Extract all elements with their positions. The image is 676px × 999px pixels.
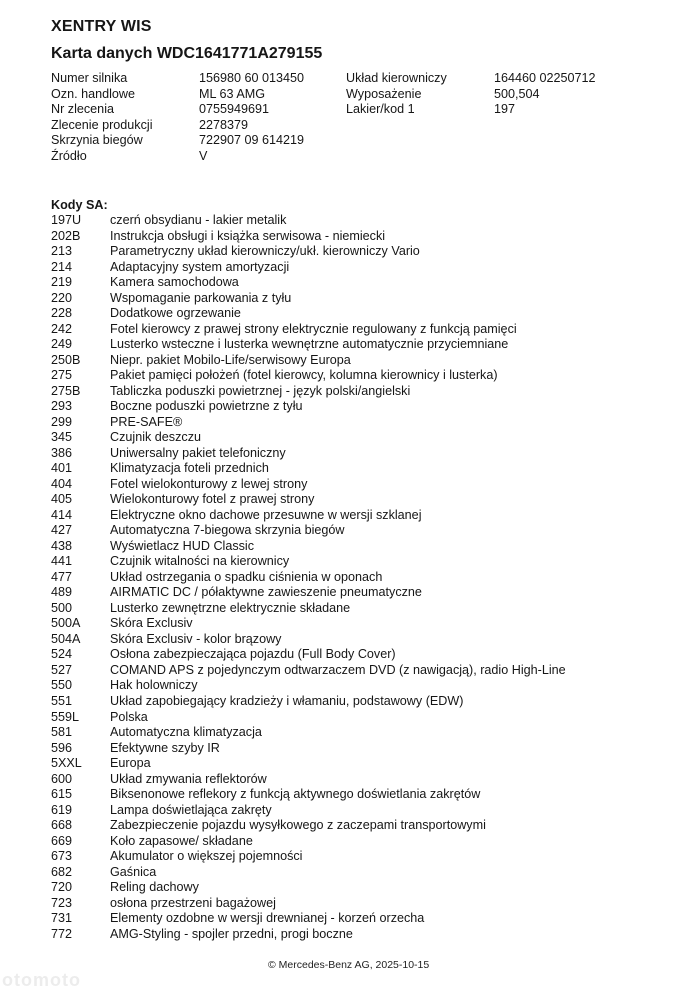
sa-code-row [51,275,566,291]
sa-code: 438 [51,538,73,553]
sa-code-row [51,585,566,601]
info-value: 0755949691 [199,102,270,117]
sa-code-row [51,570,566,586]
sa-description: Akumulator o większej pojemności [110,849,303,864]
sa-code: 489 [51,585,73,600]
sa-code-row [51,647,566,663]
sa-code: 772 [51,926,73,941]
sa-code-row [51,849,566,865]
sa-code-row [51,896,566,912]
sa-description: Elektryczne okno dachowe przesuwne w wersji szklanej [110,507,422,522]
sa-code-row [51,725,566,741]
sa-code: 720 [51,880,73,895]
sa-code: 550 [51,678,73,693]
sa-code: 197U [51,213,82,227]
sa-description: Parametryczny układ kierowniczy/ukł. kierowniczy Vario [110,244,420,259]
sa-code: 504A [51,631,81,646]
sa-code-row [51,306,566,322]
sa-code: 500A [51,616,81,631]
sa-description: AIRMATIC DC / półaktywne zawieszenie pneumatyczne [110,585,422,600]
sa-description: Zabezpieczenie pojazdu wysyłkowego z zaczepami transportowymi [110,818,486,833]
sa-code-row [51,430,566,446]
info-value: 2278379 [199,117,249,132]
sa-code-row [51,337,566,353]
sa-code-row [51,601,566,617]
sa-code-row [51,353,566,369]
sa-description: Automatyczna 7-biegowa skrzynia biegów [110,523,345,538]
sa-description: Uniwersalny pakiet telefoniczny [110,445,286,460]
sa-code: 524 [51,647,73,662]
sa-code: 405 [51,492,73,507]
sa-description: Gaśnica [110,864,157,879]
sa-code-row [51,260,566,276]
sa-description: Fotel kierowcy z prawej strony elektrycznie regulowany z funkcją pamięci [110,321,517,336]
sa-description: Kamera samochodowa [110,275,239,290]
sa-description: Czujnik witalności na kierownicy [110,554,290,569]
sa-code: 615 [51,787,73,802]
sa-description: Wspomaganie parkowania z tyłu [110,290,292,305]
info-row [51,71,304,87]
info-label: Zlecenie produkcji [51,117,153,132]
sa-code-row [51,384,566,400]
sa-code-row [51,694,566,710]
sa-code: 250B [51,352,81,367]
info-label: Numer silnika [51,71,128,85]
sa-description: Hak holowniczy [110,678,198,693]
sa-code: 299 [51,414,73,429]
info-label: Układ kierowniczy [346,71,447,85]
sa-code-row [51,461,566,477]
sa-code-row [51,492,566,508]
sa-code: 527 [51,662,73,677]
sa-description: Dodatkowe ogrzewanie [110,306,241,321]
info-value: 164460 02250712 [494,71,596,85]
sa-code-row [51,244,566,260]
sa-code: 477 [51,569,73,584]
sa-description: Układ ostrzegania o spadku ciśnienia w oponach [110,569,383,584]
sa-code: 551 [51,693,73,708]
info-label: Ozn. handlowe [51,86,136,101]
info-value: ML 63 AMG [199,86,266,101]
sa-description: Adaptacyjny system amortyzacji [110,259,290,274]
sa-description: Lampa doświetlająca zakręty [110,802,272,817]
sa-description: Wielokonturowy fotel z prawej strony [110,492,315,507]
copyright-footer: © Mercedes-Benz AG, 2025-10-15 [268,959,430,971]
sa-code: 228 [51,306,73,321]
sa-description: Skóra Exclusiv [110,616,193,631]
sa-code-row [51,880,566,896]
sa-code-row [51,927,566,943]
sa-code: 214 [51,259,73,274]
sa-code: 600 [51,771,73,786]
info-label: Wyposażenie [346,86,422,101]
sa-description: Instrukcja obsługi i książka serwisowa - niemiecki [110,228,386,243]
sa-code: 427 [51,523,73,538]
info-row [51,87,304,103]
sa-description: osłona przestrzeni bagażowej [110,895,276,910]
sa-code-row [51,446,566,462]
sa-code: 723 [51,895,73,910]
sa-code: 345 [51,430,73,445]
sa-description: Lusterko zewnętrzne elektrycznie składane [110,600,351,615]
info-row [346,87,596,103]
sa-code-row [51,477,566,493]
sa-description: Elementy ozdobne w wersji drewnianej - korzeń orzecha [110,911,425,926]
sa-code: 596 [51,740,73,755]
sa-description: Pakiet pamięci położeń (fotel kierowcy, kolumna kierownicy i lusterka) [110,368,498,383]
info-value: 722907 09 614219 [199,133,305,148]
sa-code-row [51,539,566,555]
sa-code-row [51,632,566,648]
sa-description: Fotel wielokonturowy z lewej strony [110,476,308,491]
sa-code-row [51,508,566,524]
sa-code-row [51,322,566,338]
sa-description: Efektywne szyby IR [110,740,220,755]
info-row [51,102,304,118]
info-row [51,133,304,149]
sa-code-row [51,741,566,757]
sa-description: Osłona zabezpieczająca pojazdu (Full Body Cover) [110,647,396,662]
sa-description: czerń obsydianu - lakier metalik [110,213,287,227]
info-value: V [199,148,208,163]
info-row [346,102,596,118]
sa-code: 414 [51,507,73,522]
sa-code: 682 [51,864,73,879]
sa-code-row [51,772,566,788]
sa-description: Układ zapobiegający kradzieży i włamaniu, podstawowy (EDW) [110,693,464,708]
sa-code: 731 [51,911,73,926]
sa-description: Koło zapasowe/ składane [110,833,253,848]
sa-code: 401 [51,461,73,476]
sa-code: 668 [51,818,73,833]
sa-code-row [51,213,566,229]
sa-code-row [51,663,566,679]
sa-code: 5XXL [51,756,82,771]
sa-code: 249 [51,337,73,352]
sa-description: Niepr. pakiet Mobilo-Life/serwisowy Europa [110,352,351,367]
sa-code-row [51,368,566,384]
vehicle-info-left [51,71,304,165]
info-row [346,71,596,87]
sa-code-row [51,803,566,819]
sa-code: 441 [51,554,73,569]
sa-description: Wyświetlacz HUD Classic [110,538,255,553]
sa-code-row [51,229,566,245]
vehicle-info-right [346,71,596,118]
sa-code: 202B [51,228,81,243]
sa-code: 275 [51,368,73,383]
sa-code-row [51,554,566,570]
sa-code-row [51,756,566,772]
sa-description: Skóra Exclusiv - kolor brązowy [110,631,282,646]
sa-codes-heading: Kody SA: [51,198,108,212]
app-title: XENTRY WIS [51,18,152,35]
sa-description: Polska [110,709,148,724]
sa-code: 581 [51,725,73,740]
sa-code: 559L [51,709,80,724]
info-row [51,118,304,134]
sa-code: 673 [51,849,73,864]
sa-code-row [51,787,566,803]
sa-description: Boczne poduszki powietrzne z tyłu [110,399,303,414]
info-value: 156980 60 013450 [199,71,305,85]
sa-code: 386 [51,445,73,460]
sa-description: Czujnik deszczu [110,430,201,445]
sa-description: Klimatyzacja foteli przednich [110,461,269,476]
sa-code-row [51,678,566,694]
sa-code-row [51,415,566,431]
sa-code-row [51,834,566,850]
sa-code: 500 [51,600,73,615]
info-value: 500,504 [494,86,540,101]
info-label: Źródło [51,148,87,163]
sa-code-row [51,616,566,632]
info-label: Skrzynia biegów [51,133,143,148]
sa-code: 669 [51,833,73,848]
sa-code-row [51,818,566,834]
sa-code: 242 [51,321,73,336]
sa-code: 213 [51,244,73,259]
sa-description: Europa [110,756,151,771]
sa-description: AMG-Styling - spojler przedni, progi boczne [110,926,353,941]
sa-code-row [51,399,566,415]
info-value: 197 [494,102,516,117]
info-label: Nr zlecenia [51,102,114,117]
sa-description: Biksenonowe reflekory z funkcją aktywnego doświetlania zakrętów [110,787,481,802]
sa-description: Automatyczna klimatyzacja [110,725,262,740]
sa-code-row [51,710,566,726]
info-label: Lakier/kod 1 [346,102,415,117]
sa-description: COMAND APS z pojedynczym odtwarzaczem DVD (z nawigacją), radio High-Line [110,662,566,677]
sa-code: 619 [51,802,73,817]
info-row [51,149,304,165]
sa-code: 404 [51,476,73,491]
sa-code: 275B [51,383,81,398]
sa-description: Tabliczka poduszki powietrznej - język polski/angielski [110,383,411,398]
sa-code-row [51,865,566,881]
sa-code: 219 [51,275,73,290]
sa-code: 220 [51,290,73,305]
sa-description: Układ zmywania reflektorów [110,771,267,786]
document-title: Karta danych WDC1641771A279155 [51,45,323,62]
sa-description: Lusterko wsteczne i lusterka wewnętrzne automatycznie przyciemniane [110,337,509,352]
sa-code-row [51,291,566,307]
sa-description: Reling dachowy [110,880,199,895]
sa-code: 293 [51,399,73,414]
watermark-logo: otomoto [2,970,81,990]
sa-codes-list [51,213,566,942]
sa-code-row [51,523,566,539]
sa-code-row [51,911,566,927]
sa-description: PRE-SAFE® [110,414,183,429]
